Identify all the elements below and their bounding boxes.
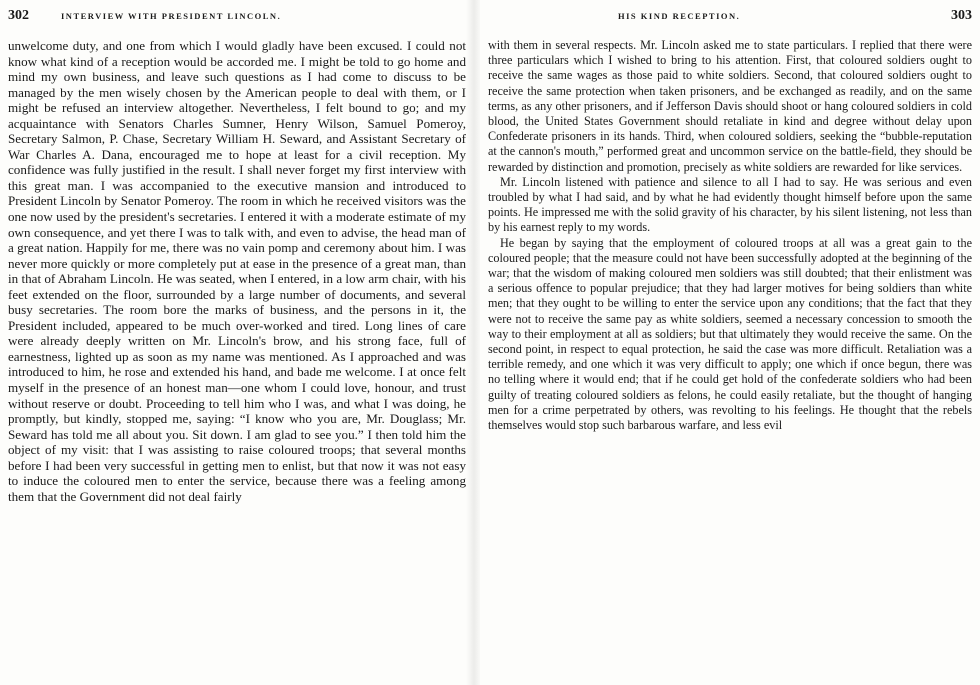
right-page-header <box>488 8 972 30</box>
right-page <box>480 0 980 685</box>
left-page-number: 302 <box>8 8 29 23</box>
paragraph: unwelcome duty, and one from which I would gladly have been excused. I could not know what kind of a reception would be accorded me. I might be told to go home and mind my own business, and leave such questions as I had come to discuss to be managed by the men wisely chosen by the American people to deal with them, or I might be refused an interview altogether. Nevertheless, I felt bound to go; and my acquaintance with Senators Charles Sumner, Henry Wilson, Samuel Pomeroy, Secretary Salmon, P. Chase, Secretary William H. Seward, and Assistant Secretary of War Charles A. Dana, encouraged me to hope at least for a civil reception. My confidence was fully justified in the result. I shall never forget my first interview with this great man. I was accompanied to the executive mansion and introduced to President Lincoln by Senator Pomeroy. The room in which he received visitors was the one now used by the president's secretaries. I entered it with a moderate estimate of my own consequence, and yet there I was to talk with, and even to advise, the head man of a great nation. Happily for me, there was no vain pomp and ceremony about him. I was never more quickly or more completely put at ease in the presence of a great man, than in that of Abraham Lincoln. He was seated, when I entered, in a low arm chair, with his feet extended on the floor, surrounded by a large number of documents, and several busy secretaries. The room bore the marks of business, and the persons in it, the President included, appeared to be much over-worked and tired. Long lines of care were already deeply written on Mr. Lincoln's brow, and his strong face, full of earnestness, lighted up as soon as my name was mentioned. As I approached and was introduced to him, he rose and extended his hand, and bade me welcome. I at once felt myself in the presence of an honest man—one whom I could love, honour, and trust without reserve or doubt. Proceeding to tell him who I was, and what I was doing, he promptly, but kindly, stopped me, saying: “I know who you are, Mr. Douglass; Mr. Seward has told me all about you. Sit down. I am glad to see you.” I then told him the object of my visit: that I was assisting to raise coloured troops; that several months before I had been very successful in getting men to enlist, but that now it was not easy to induce the coloured men to enter the service, because there was a feeling among them that the Government did not deal fairly <box>8 38 466 504</box>
left-page-body <box>8 38 466 504</box>
left-running-head: INTERVIEW WITH PRESIDENT LINCOLN. <box>61 11 282 21</box>
right-page-number: 303 <box>951 8 972 23</box>
paragraph: He began by saying that the employment of coloured troops at all was a great gain to the coloured people; that the measure could not have been successfully adopted at the beginning of the war; that the wisdom of making coloured men soldiers was still doubted; that their enlistment was a serious offence to popular prejudice; that they had larger motives for being soldiers than white men; that they ought to be willing to enter the service upon any conditions; that the fact that they were not to receive the same pay as white soldiers, seemed a necessary concession to smooth the way to their employment at all as soldiers; but that ultimately they would receive the same. On the second point, in respect to equal protection, he said the case was more difficult. Retaliation was a terrible remedy, and one which it was very difficult to apply; one which if once begun, there was no telling where it would end; that if he could get hold of the confederate soldiers who had been guilty of treating coloured soldiers as felons, he could easily retaliate, but the thought of hanging men for a crime perpetrated by others, was revolting to his feelings. He thought that the rebels themselves would stop such barbarous warfare, and less evil <box>488 235 972 433</box>
paragraph: Mr. Lincoln listened with patience and silence to all I had to say. He was serious and even troubled by what I had said, and by what he had evidently thought himself before upon the same points. He impressed me with the solid gravity of his character, by his silent listening, not less than by his earnest reply to my words. <box>488 174 972 235</box>
left-page-header <box>8 8 466 30</box>
paragraph: with them in several respects. Mr. Lincoln asked me to state particulars. I replied that there were three particulars which I wished to bring to his attention. First, that coloured soldiers ought to receive the same wages as those paid to white soldiers. Second, that coloured soldiers ought to receive the same protection when taken prisoners, and be exchanged as readily, and on the same terms, as any other prisoners, and if Jefferson Davis should shoot or hang coloured soldiers in cold blood, the United States Government should retaliate in kind and degree without delay upon Confederate prisoners in its hands. Third, when coloured soldiers, seeking the “bubble-reputation at the cannon's mouth,” performed great and uncommon service on the battle-field, they should be rewarded by distinction and promotion, precisely as white soldiers are rewarded for like services. <box>488 38 972 174</box>
left-page <box>0 0 470 685</box>
right-page-body <box>488 38 972 433</box>
right-running-head: HIS KIND RECEPTION. <box>618 11 741 21</box>
